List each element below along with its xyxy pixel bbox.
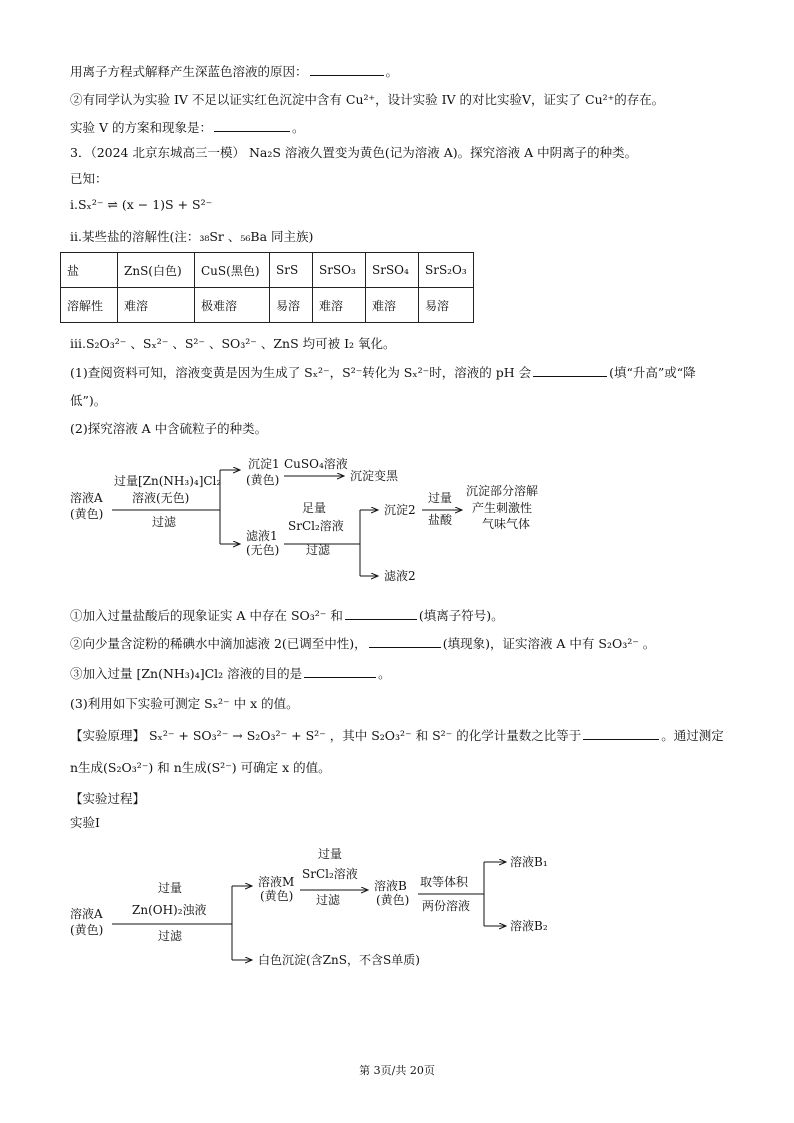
srcl2-amount: 足量 (302, 501, 327, 515)
precipitate-1-color: (黄色) (246, 473, 280, 487)
hcl-reagent: 盐酸 (428, 513, 453, 527)
solution-m: 溶液M (258, 875, 295, 889)
table-cell: 极难溶 (195, 288, 270, 323)
known-heading: 已知： (70, 171, 108, 186)
filtrate-2: 滤液2 (384, 569, 416, 583)
flowchart-2 (0, 838, 794, 978)
solution-b: 溶液B (374, 879, 407, 893)
text-line: ①加入过量盐酸后的现象证实 A 中存在 SO₃²⁻ 和 (填离子符号)。 (70, 608, 504, 623)
flow1-filter-2: 过滤 (306, 543, 331, 557)
srcl2-reagent: SrCl₂溶液 (288, 519, 344, 533)
table-cell: SrS (270, 253, 313, 288)
answer-blank[interactable] (369, 635, 441, 648)
table-cell: 难溶 (366, 288, 419, 323)
srcl2-amount-2: 过量 (318, 847, 343, 861)
table-cell: SrSO₃ (313, 253, 366, 288)
text-line: n生成(S₂O₃²⁻) 和 n生成(S²⁻) 可确定 x 的值。 (70, 760, 331, 775)
flow2-start: 溶液A (70, 907, 103, 921)
answer-blank[interactable] (583, 727, 659, 740)
solution-b2: 溶液B₂ (510, 919, 548, 933)
table-cell: 难溶 (313, 288, 366, 323)
flow1-reagent-1: 过量[Zn(NH₃)₄]Cl₂ (114, 474, 222, 488)
srcl2-reagent-2: SrCl₂溶液 (302, 867, 358, 881)
observation-gas: 产生刺激性 (472, 501, 533, 515)
table-cell: 难溶 (118, 288, 195, 323)
text-line: 【实验原理】 Sₓ²⁻ + SO₃²⁻ → S₂O₃²⁻ + S²⁻ ，其中 S₂O₃²⁻ 和 S²⁻ 的化学计量数之比等于 。通过测定 (70, 728, 724, 743)
text-line: 实验 V 的方案和现象是： 。 (70, 120, 305, 135)
flow1-start-color: (黄色) (70, 507, 104, 521)
split-step-2: 两份溶液 (422, 899, 471, 913)
text-line: 低”)。 (70, 393, 107, 408)
flow2-filter-2: 过滤 (316, 893, 341, 907)
known-iii: iii.S₂O₃²⁻ 、Sₓ²⁻ 、S²⁻ 、SO₃²⁻ 、ZnS 均可被 I₂ 氧化。 (70, 336, 396, 351)
flow1-start: 溶液A (70, 491, 103, 505)
table-cell: CuS(黑色) (195, 253, 270, 288)
text-line: 用离子方程式解释产生深蓝色溶液的原因： 。 (70, 64, 399, 79)
known-i: i.Sₓ²⁻ ⇌ (x − 1)S + S²⁻ (70, 197, 213, 212)
text-line: (1)查阅资料可知，溶液变黄是因为生成了 Sₓ²⁻，S²⁻转化为 Sₓ²⁻时，溶液的 pH 会 (填“升高”或“降 (70, 365, 696, 380)
filtrate-1-color: (无色) (246, 543, 280, 557)
table-cell: 溶解性 (61, 288, 118, 323)
flow2-start-color: (黄色) (70, 923, 104, 937)
text-line: (2)探究溶液 A 中含硫粒子的种类。 (70, 421, 268, 436)
experiment-1-label: 实验I (70, 815, 100, 830)
cuso4-reagent: CuSO₄溶液 (284, 457, 348, 471)
znoh2-reagent: Zn(OH)₂浊液 (132, 903, 207, 917)
text-line: ②有同学认为实验 IV 不足以证实红色沉淀中含有 Cu²⁺，设计实验 IV 的对比实验V，证实了 Cu²⁺的存在。 (70, 92, 665, 107)
table-cell: 易溶 (419, 288, 474, 323)
flow1-filter: 过滤 (152, 515, 177, 529)
page-number: 第 3页/共 20页 (359, 1064, 435, 1077)
answer-blank[interactable] (214, 119, 290, 132)
answer-blank[interactable] (310, 63, 384, 76)
table-cell: SrS₂O₃ (419, 253, 474, 288)
flow1-reagent-1b: 溶液(无色) (132, 491, 190, 505)
question-3-title: 3．（2024 北京东城高三一模） Na₂S 溶液久置变为黄色(记为溶液 A)。探究溶液 A 中阴离子的种类。 (70, 145, 638, 160)
filtrate-1: 滤液1 (246, 529, 278, 543)
white-precipitate: 白色沉淀(含ZnS，不含S单质) (258, 953, 420, 967)
observation-gas-2: 气味气体 (482, 517, 531, 531)
znoh2-amount: 过量 (158, 881, 183, 895)
observation-dissolve: 沉淀部分溶解 (466, 484, 539, 498)
split-step: 取等体积 (420, 875, 469, 889)
table-cell: SrSO₄ (366, 253, 419, 288)
process-heading: 【实验过程】 (70, 791, 146, 806)
solution-b1: 溶液B₁ (510, 855, 548, 869)
known-ii: ii.某些盐的溶解性(注：₃₈Sr 、₅₆Ba 同主族) (70, 229, 314, 244)
answer-blank[interactable] (304, 665, 376, 678)
solution-m-color: (黄色) (260, 889, 294, 903)
solution-b-color: (黄色) (376, 893, 410, 907)
text-line: ③加入过量 [Zn(NH₃)₄]Cl₂ 溶液的目的是 。 (70, 666, 391, 681)
table-row (61, 253, 474, 288)
observation-black: 沉淀变黑 (350, 469, 399, 483)
table-cell: 盐 (61, 253, 118, 288)
text-line: (3)利用如下实验可测定 Sₓ²⁻ 中 x 的值。 (70, 696, 299, 711)
hcl-amount: 过量 (428, 491, 453, 505)
table-cell: 易溶 (270, 288, 313, 323)
table-row (61, 288, 474, 323)
table-cell: ZnS(白色) (118, 253, 195, 288)
precipitate-1: 沉淀1 (248, 457, 280, 471)
answer-blank[interactable] (533, 364, 607, 377)
text-line: ②向少量含淀粉的稀碘水中滴加滤液 2(已调至中性)， (填现象)，证实溶液 A 中有 S₂O₃²⁻ 。 (70, 636, 656, 651)
flow2-filter: 过滤 (158, 929, 183, 943)
solubility-table (60, 252, 474, 323)
answer-blank[interactable] (345, 607, 417, 620)
precipitate-2: 沉淀2 (384, 503, 416, 517)
flowchart-1 (0, 440, 794, 600)
